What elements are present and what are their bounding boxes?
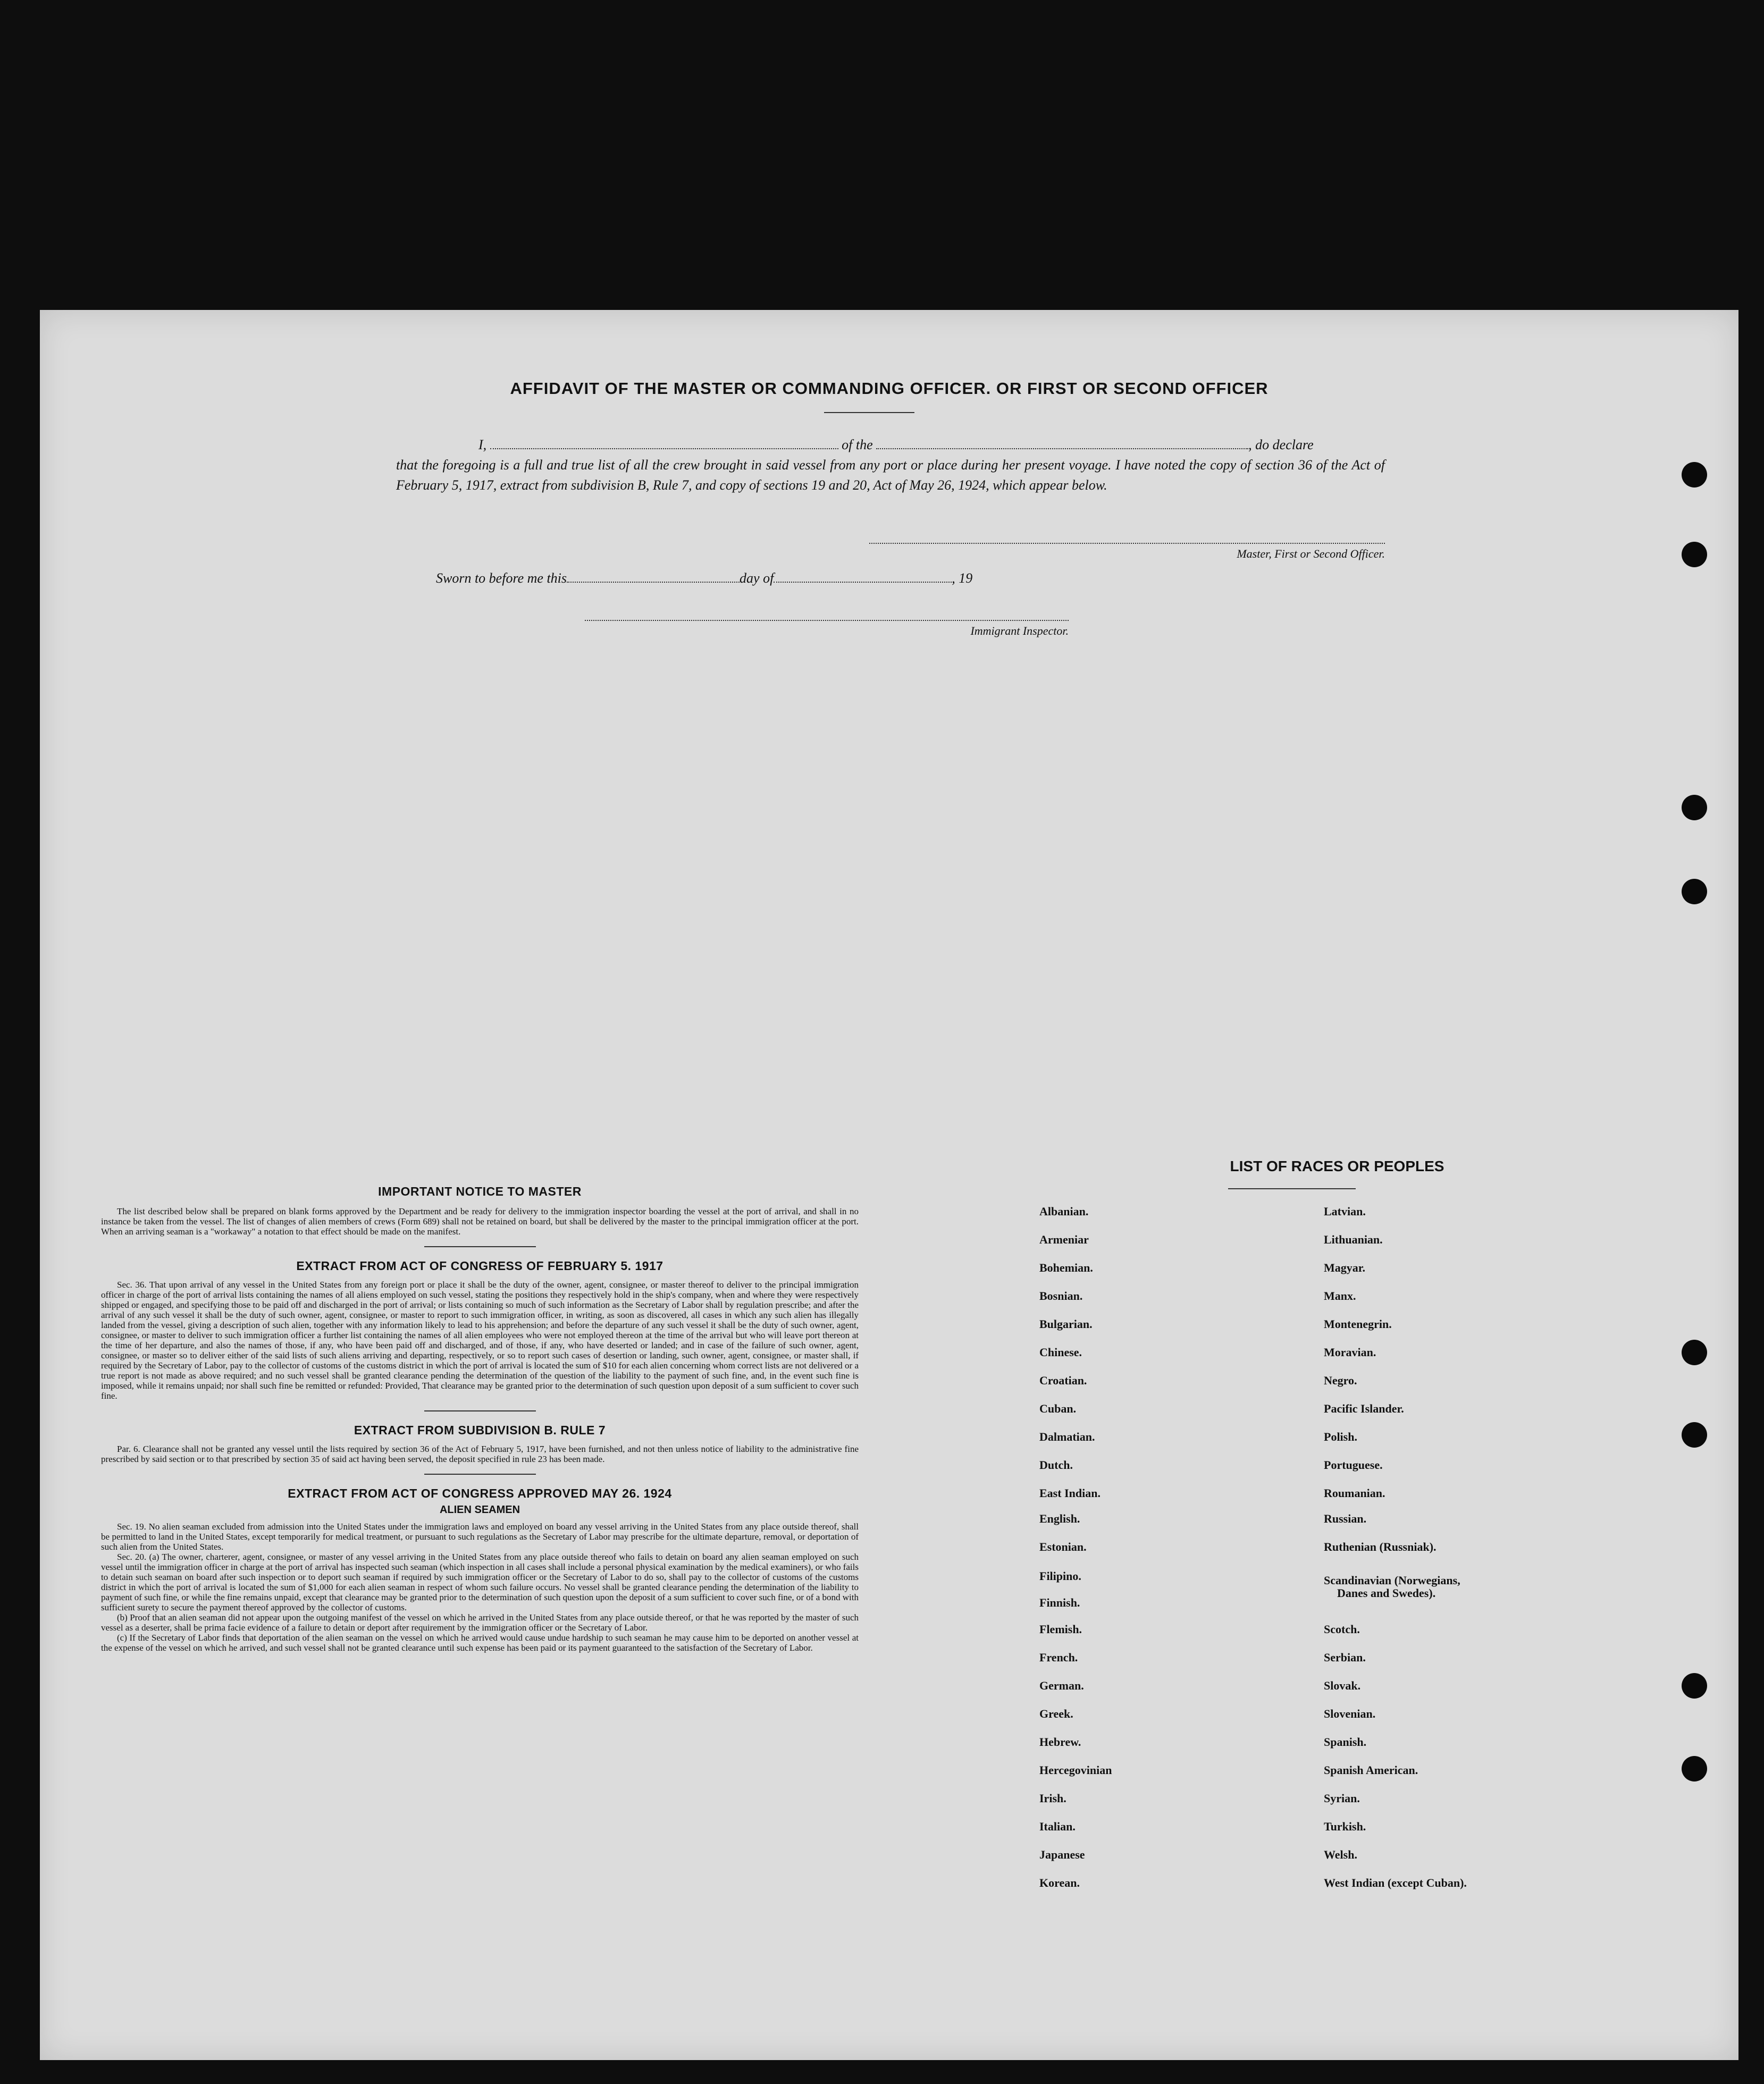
race-left-item: Filipino. <box>1039 1569 1081 1583</box>
race-right-item: Serbian. <box>1324 1651 1366 1664</box>
punch-hole <box>1682 1756 1707 1782</box>
punch-hole <box>1682 879 1707 904</box>
race-left-item: Armeniar <box>1039 1233 1089 1246</box>
race-right-item: Polish. <box>1324 1430 1357 1443</box>
race-right-item: Roumanian. <box>1324 1486 1385 1500</box>
alien-seamen-subtitle: ALIEN SEAMEN <box>439 1504 520 1516</box>
race-right-item: Spanish American. <box>1324 1763 1418 1777</box>
race-left-item: Korean. <box>1039 1876 1080 1889</box>
race-left-item: Flemish. <box>1039 1623 1082 1636</box>
notice-section <box>101 1184 859 1653</box>
day-of: day of <box>740 570 774 586</box>
race-right-item: Scandinavian (Norwegians, <box>1324 1574 1460 1587</box>
race-left-item: Cuban. <box>1039 1402 1077 1415</box>
race-left-item: East Indian. <box>1039 1486 1101 1500</box>
race-left-item: Bulgarian. <box>1039 1317 1093 1331</box>
title-divider <box>824 412 914 413</box>
race-left-item: French. <box>1039 1651 1078 1664</box>
punch-hole <box>1682 462 1707 488</box>
race-right-item: Portuguese. <box>1324 1458 1383 1472</box>
punch-hole <box>1682 1422 1707 1448</box>
inspector-signature-label: Immigrant Inspector. <box>970 624 1069 637</box>
race-right-item: Scotch. <box>1324 1623 1360 1636</box>
race-right-item: Lithuanian. <box>1324 1233 1383 1246</box>
punch-hole <box>1682 795 1707 820</box>
extract-1917-text: Sec. 36. That upon arrival of any vessel in the United States from any foreign port or place it shall be the duty of the owner, agent, consignee, or master thereof to deliver to the principal immigration officer in charge of the port of arrival lists containing the names of all aliens employed on such vessel, stating the positions they respectively hold in the ship's company, when and where they were respectively shipped or engaged, and specifying those to be paid off and discharged in the port of arrival; or lists containing so much of such information as the Secretary of Labor shall by regulation prescribe; and after the arrival of any such vessel it shall be the duty of such owner, agent, consignee, or master to report to such immigration officer, in writing, as soon as discovered, all cases in which any such alien has illegally landed from the vessel, giving a description of such alien, together with any information likely to lead to his apprehension; and before the departure of any such vessel it shall be the duty of such owner, agent, consignee, or master to deliver to such immigration officer a further list containing the names of all alien employees who were not employed thereon at the time of the arrival but who will leave port thereon at the time of her departure, and also the names of those, if any, who have been paid off and discharged, and of those, if any, who have deserted or landed; and in case of the failure of such owner, agent, consignee, or master so to deliver either of the said lists of such aliens arriving and departing, respectively, or so to report such cases of desertion or landing, such owner, agent, consignee, or master shall, if required by the Secretary of Labor, pay to the collector of customs of the customs district in which the port of arrival is located the sum of $10 for each alien concerning whom correct lists are not delivered or a true report is not made as above required; and no such vessel shall be granted clearance pending the determination of the question of the liability to the payment of such fine, and, in the event such fine is imposed, while it remains unpaid; nor shall such fine be remitted or refunded: Provided, That clearance may be granted prior to the determination of such question upon deposit of a sum sufficient to cover such fine. <box>101 1280 859 1401</box>
race-right-item: Latvian. <box>1324 1205 1366 1218</box>
race-right-item: Montenegrin. <box>1324 1317 1392 1331</box>
punch-hole <box>1682 542 1707 567</box>
race-left-item: Hebrew. <box>1039 1735 1081 1749</box>
extract-1924-title: EXTRACT FROM ACT OF CONGRESS APPROVED MAY 26. 1924 <box>288 1486 672 1500</box>
officer-signature-label: Master, First or Second Officer. <box>1237 547 1385 560</box>
affidavit-text <box>396 435 1385 495</box>
race-right-item: Russian. <box>1324 1512 1367 1525</box>
officer-signature-line[interactable] <box>869 543 1385 544</box>
notice-title: IMPORTANT NOTICE TO MASTER <box>378 1184 582 1198</box>
section-divider <box>424 1474 536 1475</box>
race-right-item: West Indian (except Cuban). <box>1324 1876 1467 1889</box>
race-left-item: English. <box>1039 1512 1080 1525</box>
punch-hole <box>1682 1673 1707 1699</box>
vessel-field[interactable] <box>876 448 1248 449</box>
race-right-item: Syrian. <box>1324 1792 1360 1805</box>
race-left-item: Irish. <box>1039 1792 1066 1805</box>
punch-hole <box>1682 1340 1707 1365</box>
inspector-signature-line[interactable] <box>585 620 1069 621</box>
race-left-item: Finnish. <box>1039 1596 1080 1609</box>
sec20c-text: (c) If the Secretary of Labor finds that deportation of the alien seaman on the vessel on which he arrived would cause undue hardship to such seaman he may cause him to be deported on another vessel at the expense of the vessel on which he arrived, and such vessel shall not be granted clearance until such expense has been paid or its payment guaranteed to the satisfaction of the Secretary of Labor. <box>101 1633 859 1653</box>
race-right-item: Ruthenian (Russniak). <box>1324 1540 1437 1553</box>
declare-end: , do declare <box>1248 437 1314 452</box>
race-left-item: Hercegovinian <box>1039 1763 1112 1777</box>
race-left-item: Dutch. <box>1039 1458 1073 1472</box>
notice-text: The list described below shall be prepared on blank forms approved by the Department and be ready for delivery to the immigration inspector boarding the vessel at the port of arrival, and shall in no instance be taken from the vessel. The list of changes of alien members of crews (Form 689) shall not be retained on board, but shall be delivered by the master to the principal immigration officer at the port. When an arriving seaman is a "workaway" a notation to that effect should be made on the manifest. <box>101 1206 859 1237</box>
race-right-item: Magyar. <box>1324 1261 1366 1274</box>
race-left-item: Bosnian. <box>1039 1289 1083 1302</box>
race-right-item: Spanish. <box>1324 1735 1367 1749</box>
race-left-item: Bohemian. <box>1039 1261 1093 1274</box>
race-left-item: Chinese. <box>1039 1346 1082 1359</box>
race-left-item: Albanian. <box>1039 1205 1089 1218</box>
races-divider <box>1228 1188 1356 1189</box>
race-right-item: Danes and Swedes). <box>1337 1586 1436 1600</box>
race-left-item: Greek. <box>1039 1707 1073 1720</box>
year-prefix: , 19 <box>952 570 973 586</box>
race-right-item: Moravian. <box>1324 1346 1376 1359</box>
name-field[interactable] <box>490 448 838 449</box>
race-right-item: Negro. <box>1324 1374 1357 1387</box>
race-right-item: Slovak. <box>1324 1679 1361 1692</box>
affidavit-body: that the foregoing is a full and true list of all the crew brought in said vessel from any port or place during her present voyage. I have noted the copy of section 36 of the Act of February 5, 1917, extract from subdivision B, Rule 7, and copy of sections 19 and 20, Act of May 26, 1924, which appear below. <box>396 457 1385 493</box>
race-left-item: Dalmatian. <box>1039 1430 1095 1443</box>
race-left-item: Croatian. <box>1039 1374 1087 1387</box>
race-right-item: Manx. <box>1324 1289 1356 1302</box>
section-divider <box>424 1410 536 1411</box>
sec20b-text: (b) Proof that an alien seaman did not appear upon the outgoing manifest of the vessel on which he arrived in the United States from any place outside thereof, or that he was reported by the master of such vessel as a deserter, shall be prima facie evidence of a failure to detain or deport after requirement by the immigration officer or the Secretary of Labor. <box>101 1612 859 1633</box>
day-field[interactable] <box>567 582 740 583</box>
races-title: LIST OF RACES OR PEOPLES <box>1230 1158 1444 1174</box>
rule7-text: Par. 6. Clearance shall not be granted any vessel until the lists required by section 36 of the Act of February 5, 1917, have been furnished, and not then unless notice of liability to the administrative fine prescribed by said section or to that prescribed by section 35 of said act having been served, the deposit specified in rule 23 has been made. <box>101 1444 859 1464</box>
month-field[interactable] <box>774 582 952 583</box>
race-left-item: Estonian. <box>1039 1540 1087 1553</box>
race-right-item: Turkish. <box>1324 1820 1366 1833</box>
race-left-item: Italian. <box>1039 1820 1076 1833</box>
race-left-item: Japanese <box>1039 1848 1085 1861</box>
extract-1917-title: EXTRACT FROM ACT OF CONGRESS OF FEBRUARY 5. 1917 <box>296 1259 663 1273</box>
section-divider <box>424 1246 536 1247</box>
sworn-before: Sworn to before me this <box>436 570 567 586</box>
race-right-item: Welsh. <box>1324 1848 1357 1861</box>
race-right-item: Slovenian. <box>1324 1707 1376 1720</box>
declare-i: I, <box>478 437 487 452</box>
declare-of-the: of the <box>842 437 873 452</box>
affidavit-title: AFFIDAVIT OF THE MASTER OR COMMANDING OFFICER. OR FIRST OR SECOND OFFICER <box>510 379 1269 398</box>
sworn-line <box>436 570 972 586</box>
rule7-title: EXTRACT FROM SUBDIVISION B. RULE 7 <box>354 1423 606 1437</box>
sec19-text: Sec. 19. No alien seaman excluded from admission into the United States under the immigration laws and employed on board any vessel arriving in the United States from any place outside thereof, shall be permitted to land in the United States, except temporarily for medical treatment, or pursuant to such regulations as the Secretary of Labor may prescribe for the ultimate departure, removal, or deportation of such alien from the United States. <box>101 1522 859 1552</box>
race-left-item: German. <box>1039 1679 1084 1692</box>
sec20a-text: Sec. 20. (a) The owner, charterer, agent, consignee, or master of any vessel arriving in the United States from any place outside thereof who fails to detain on board any alien seaman employed on such vessel until the immigration officer in charge at the port of arrival has inspected such seaman (which inspection in all cases shall include a personal physical examination by the medical examiners), or who fails to detain such seaman on board after such inspection or to deport such seaman if required by such immigration officer or the Secretary of Labor to do so, shall pay to the collector of customs of the customs district in which the port of arrival is located the sum of $1,000 for each alien seaman in respect of whom such failure occurs. No vessel shall be granted clearance pending the determination of the liability to payment of such fine, or while the fine remains unpaid, except that clearance may be granted prior to the determination of such question upon the deposit of a sum sufficient to cover such fine, or of a bond with sufficient surety to secure the payment thereof approved by the collector of customs. <box>101 1552 859 1612</box>
race-right-item: Pacific Islander. <box>1324 1402 1404 1415</box>
declaration-line <box>478 435 1385 455</box>
form-page <box>40 310 1738 2060</box>
